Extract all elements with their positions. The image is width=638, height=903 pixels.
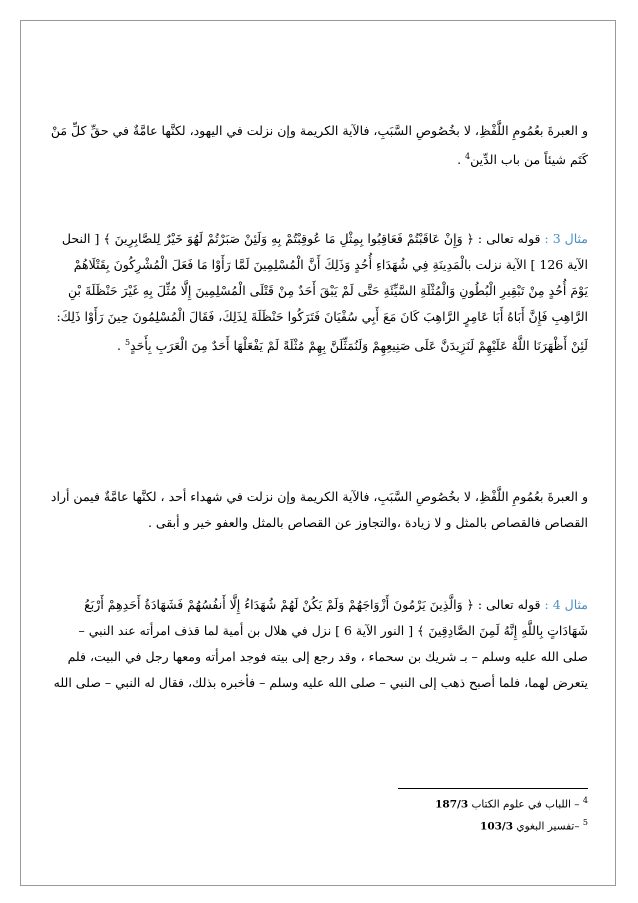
example-4-line-3: صلى الله عليه وسلم – بـ شريك بن سحماء ، وقد رجع إلى بيته فوجد امرأته ومعها رجل في البيت، فلم [67, 649, 588, 664]
example-3-label: مثال 3 : [544, 231, 588, 246]
footnote-4-text: – اللباب في علوم الكتاب [468, 798, 583, 811]
example-4-line-1-text: قوله تعالى : ﴿ وَالَّذِينَ يَرْمُونَ أَزْوَاجَهُمْ وَلَمْ يَكُنْ لَهُمْ شُهَدَاءُ إِلَّا أَنفُسُهُمْ فَشَهَادَةُ أَحَدِهِمْ أَرْبَعُ [84, 597, 541, 612]
example-3-line-1 [50, 226, 588, 252]
example-3-line-5 [50, 330, 588, 359]
paragraph-1-line-1: و العبرةَ بعُمُومِ اللَّفْظِ، لا بخُصُوصِ السَّبَبِ، فالآية الكريمة وإن نزلت في اليهود، لكنَّها عامَّةٌ في حقِّ كلِّ مَنْ [50, 123, 588, 138]
example-3-line-1-text: قوله تعالى : ﴿ وَإِنْ عَاقَبْتُمْ فَعَاقِبُوا بِمِثْلِ مَا عُوقِبْتُمْ بِهِ وَلَئِنْ صَبَرْتُمْ لَهُوَ خَيْرٌ لِلصَّابِرِينَ ﴾ [ النحل [61, 231, 541, 246]
paragraph-1-trailing: . [457, 152, 466, 168]
example-4 [50, 592, 588, 696]
example-4-line-2: شَهَادَاتٍ بِاللَّهِ إِنَّهُ لَمِنَ الصَّادِقِينَ ﴾ [ النور الآية 6 ] نزل في هلال بن أمية لما قذف امرأته عند النبي – [78, 623, 588, 638]
footnote-ref-4[interactable]: 4 [465, 152, 471, 161]
footnote-list [50, 792, 588, 835]
footnote-5-text: –تفسير البغوي [513, 820, 583, 832]
paragraph-2-line-2: القصاص فالقصاص بالمثل و لا زيادة ،والتجاوز عن القصاص بالمثل والعفو خير و أبقى . [147, 515, 588, 530]
paragraph-2-line-1: و العبرةَ بعُمُومِ اللَّفْظِ، لا بخُصُوصِ السَّبَبِ، فالآية الكريمة وإن نزلت في شهداء أحد ، لكنَّها عامَّةٌ فيمن أراد [50, 489, 588, 504]
footnote-4-ref: 187/3 [435, 798, 469, 811]
example-3-line-2: الآية 126 ] الآية نزلت بالْمَدِينَةِ فِي شُهَدَاءِ أُحُدٍ وَذَلِكَ أَنَّ الْمُسْلِمِينَ لَمَّا رَأَوْا مَا فَعَلَ الْمُشْرِكُونَ بِقَتْلَاهُمْ [73, 257, 588, 272]
example-3-line-4: الرَّاهِبِ فَإِنَّ أَبَاهُ أَبَا عَامِرٍ الرَّاهِبَ كَانَ مَعَ أَبِي سُفْيَانَ فَتَرَكُوا حَنْظَلَةَ لِذَلِكَ، فَقَالَ الْمُسْلِمُونَ حِينَ رَأَوْا ذَلِكَ: [56, 309, 588, 324]
paragraph-1-line-2 [50, 144, 588, 173]
example-3 [50, 226, 588, 359]
footnote-4-num: 4 [582, 796, 588, 805]
footnote-ref-5[interactable]: 5 [124, 338, 131, 347]
paragraph-1-line-2-text: كَتَم شيئاً من باب الدِّين [470, 152, 588, 168]
footnote-separator [398, 788, 588, 789]
paragraph-2 [50, 484, 588, 536]
footnote-4 [50, 792, 588, 814]
paragraph-1 [50, 118, 588, 173]
footnote-5 [50, 814, 588, 836]
example-3-line-3: يَوْمَ أُحُدٍ مِنْ تَبْقِيرِ الْبُطُونِ وَالْمُثْلَةِ السَّيِّئَةِ حَتَّى لَمْ يَبْقَ أَحَدٌ مِنْ قَتْلَى الْمُسْلِمِينَ إِلَّا مُثِّلَ بِهِ غَيْرَ حَنْظَلَةَ بْنِ [68, 283, 588, 298]
example-4-line-1 [50, 592, 588, 618]
example-3-line-5-text: لَئِنْ أَظْهَرَنَا اللَّهُ عَلَيْهِمْ لَنَزِيدَنَّ عَلَى صَنِيعِهِمْ وَلَنُمَثِّلَنَّ بِهِمْ مُثْلَةً لَمْ يَفْعَلْهَا أَحَدٌ مِنَ الْعَرَبِ بِأَحَدٍ [130, 338, 588, 354]
example-3-trailing: . [117, 338, 125, 354]
example-4-label: مثال 4 : [544, 597, 588, 612]
example-4-line-4: يتعرض لهما، فلما أصبح ذهب إلى النبي – صلى الله عليه وسلم – فأخبره بذلك، فقال له النبي – صلى الله [53, 675, 588, 690]
footnote-5-num: 5 [582, 817, 588, 827]
footnote-5-ref: 103/3 [480, 820, 514, 832]
